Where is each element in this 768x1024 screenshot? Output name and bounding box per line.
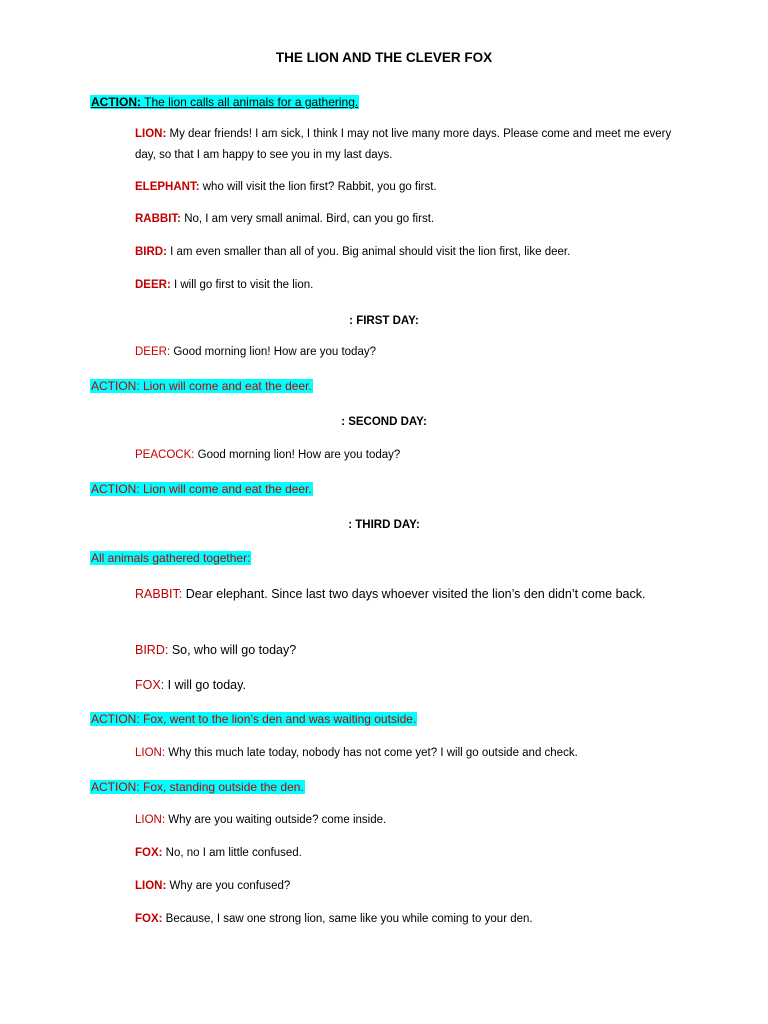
dialogue-text: No, I am very small animal. Bird, can you go first. xyxy=(181,213,435,225)
dialogue-text: Good morning lion! How are you today? xyxy=(170,346,376,358)
dialogue-text: So, who will go today? xyxy=(168,643,297,657)
dialogue-text: Good morning lion! How are you today? xyxy=(194,449,401,461)
dialogue-line-elephant xyxy=(135,177,680,198)
speaker-name: BIRD: xyxy=(135,246,167,258)
speaker-name: LION: xyxy=(135,128,167,140)
section-heading-second-day: : SECOND DAY: xyxy=(341,416,427,428)
dialogue-text: No, no I am little confused. xyxy=(162,847,302,859)
action-eat-deer-2 xyxy=(90,481,313,498)
action-text: ACTION: Fox, went to the lion’s den and was waiting outside. xyxy=(91,712,417,726)
dialogue-text: I will go today. xyxy=(164,678,246,692)
speaker-name: LION: xyxy=(135,747,166,759)
action-text: ACTION: Fox, standing outside the den. xyxy=(91,780,304,794)
dialogue-text: I am even smaller than all of you. Big animal should visit the lion first, like deer. xyxy=(166,246,571,258)
dialogue-line-lion-3 xyxy=(135,810,680,831)
speaker-name: RABBIT: xyxy=(135,213,181,225)
speaker-name: FOX: xyxy=(135,678,165,692)
speaker-name: BIRD: xyxy=(135,643,169,657)
dialogue-text: My dear friends! I am sick, I think I may not live many more days. Please come and meet me every day, so that I am happy to see you in my last days. xyxy=(135,128,672,161)
dialogue-text: Why are you waiting outside? come inside. xyxy=(165,814,387,826)
dialogue-line-rabbit xyxy=(135,209,680,230)
speaker-name: DEER: xyxy=(135,346,171,358)
dialogue-text: Why this much late today, nobody has not come yet? I will go outside and check. xyxy=(165,747,578,759)
dialogue-text: who will visit the lion first? Rabbit, you go first. xyxy=(199,181,437,193)
page-title: THE LION AND THE CLEVER FOX xyxy=(275,50,493,65)
action-fox-outside xyxy=(90,779,305,796)
section-heading-third-day: : THIRD DAY: xyxy=(348,519,420,531)
dialogue-line-fox xyxy=(135,674,680,696)
dialogue-line-lion-2 xyxy=(135,743,680,764)
speaker-name: LION: xyxy=(135,814,166,826)
action-text: ACTION: Lion will come and eat the deer. xyxy=(91,379,312,393)
action-label: ACTION: xyxy=(91,95,141,109)
speaker-name: ELEPHANT: xyxy=(135,181,200,193)
speaker-name: LION: xyxy=(135,880,167,892)
section-heading-first-day: : FIRST DAY: xyxy=(349,315,419,327)
dialogue-line-deer-2 xyxy=(135,342,680,363)
action-text: ACTION: Lion will come and eat the deer. xyxy=(91,482,312,496)
action-text: All animals gathered together: xyxy=(91,551,251,565)
dialogue-text: I will go first to visit the lion. xyxy=(170,279,314,291)
dialogue-text: Why are you confused? xyxy=(166,880,291,892)
dialogue-line-fox-3 xyxy=(135,909,680,930)
dialogue-text: Dear elephant. Since last two days whoever visited the lion’s den didn’t come back. xyxy=(182,587,646,601)
dialogue-line-lion-4 xyxy=(135,876,680,897)
dialogue-line-rabbit-2 xyxy=(135,583,680,605)
action-fox-waiting xyxy=(90,711,417,728)
speaker-name: DEER: xyxy=(135,279,171,291)
dialogue-line-bird-2 xyxy=(135,639,680,661)
speaker-name: RABBIT: xyxy=(135,587,183,601)
action-gathered xyxy=(90,550,251,567)
speaker-name: FOX: xyxy=(135,847,163,859)
dialogue-line-peacock xyxy=(135,445,680,466)
action-gathering xyxy=(90,94,359,111)
dialogue-line-deer xyxy=(135,275,680,296)
action-text: The lion calls all animals for a gathering. xyxy=(141,95,359,109)
speaker-name: PEACOCK: xyxy=(135,449,195,461)
speaker-name: FOX: xyxy=(135,913,163,925)
action-eat-deer-1 xyxy=(90,378,313,395)
dialogue-line-bird xyxy=(135,242,680,263)
dialogue-line-lion xyxy=(135,124,680,166)
dialogue-text: Because, I saw one strong lion, same like you while coming to your den. xyxy=(162,913,533,925)
dialogue-line-fox-2 xyxy=(135,843,680,864)
action-highlight xyxy=(90,95,359,109)
